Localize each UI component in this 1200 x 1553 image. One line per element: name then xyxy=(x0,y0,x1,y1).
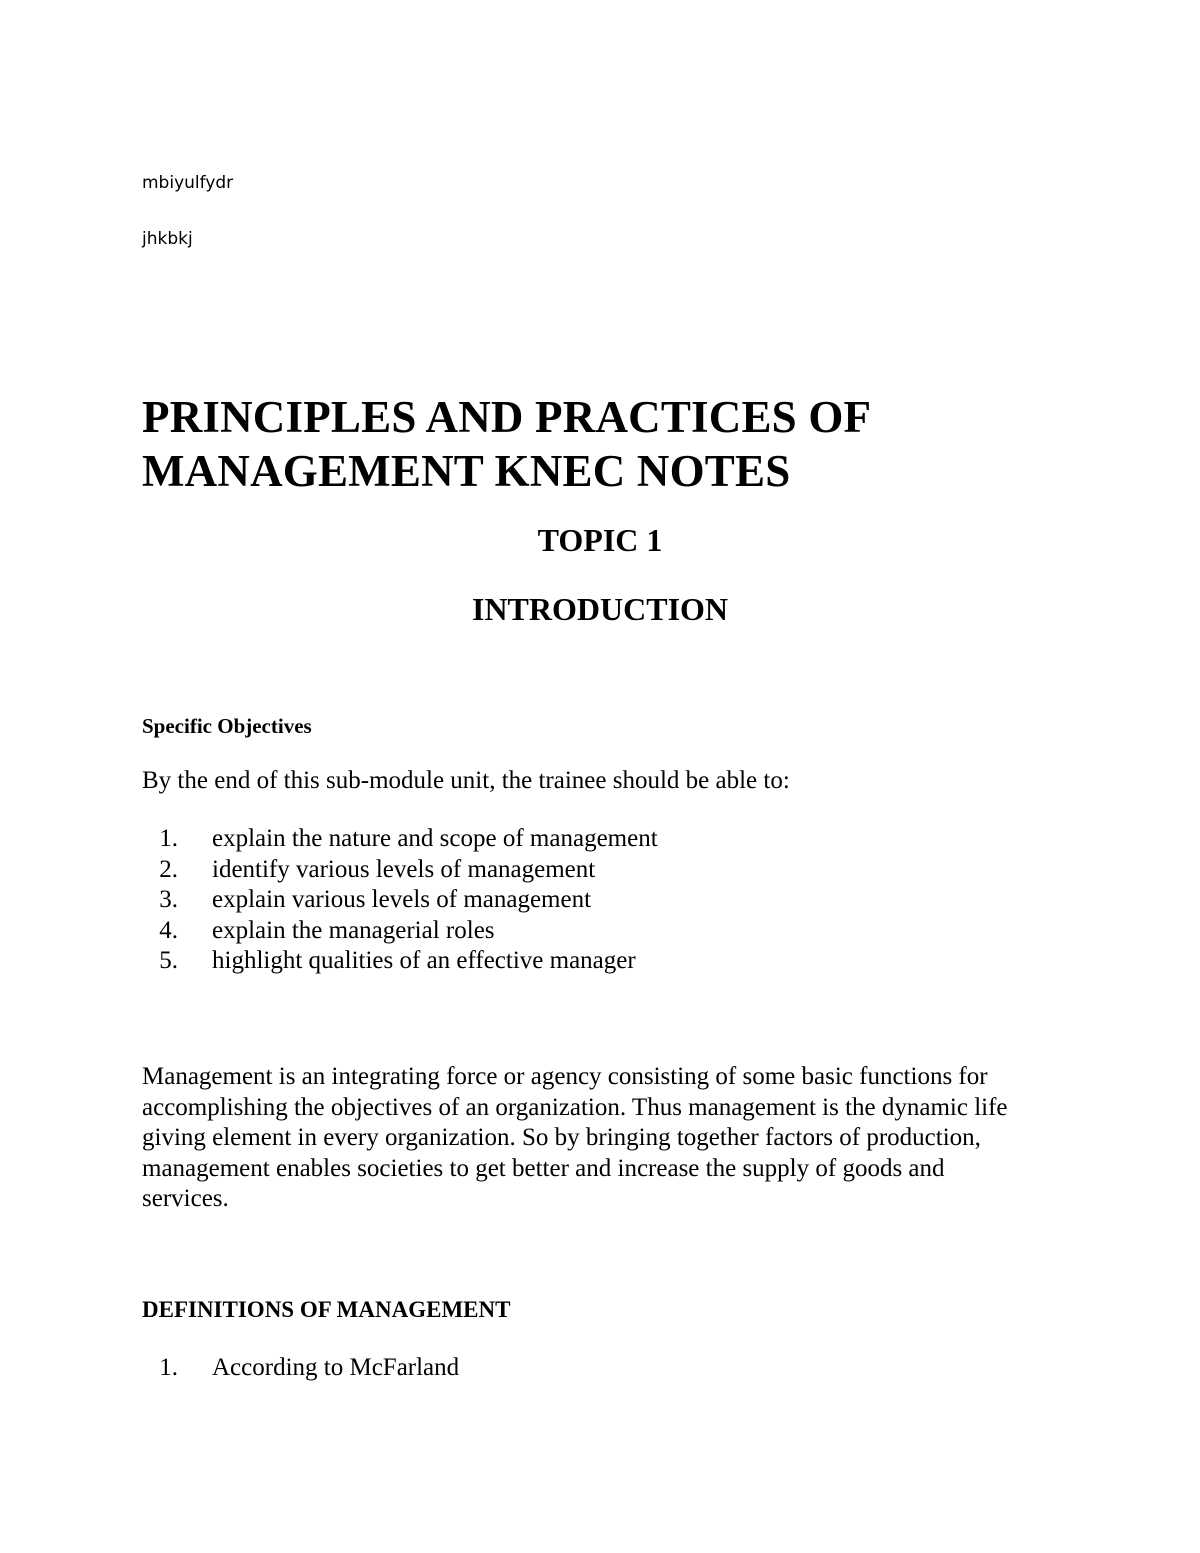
list-number: 1. xyxy=(159,825,178,852)
title-line-1: PRINCIPLES AND PRACTICES OF xyxy=(142,392,872,442)
paragraph-line: management enables societies to get better and increase the supply of goods and xyxy=(142,1154,945,1182)
list-item xyxy=(142,1354,459,1382)
list-text: According to McFarland xyxy=(212,1354,460,1381)
objectives-heading: Specific Objectives xyxy=(142,714,312,738)
list-item xyxy=(142,916,658,947)
header-line-1: mbiyulfydr xyxy=(142,173,234,193)
paragraph-line: services. xyxy=(142,1185,229,1212)
list-item xyxy=(142,885,658,916)
list-number: 4. xyxy=(159,916,178,944)
document-title xyxy=(142,390,1102,498)
definitions-heading: DEFINITIONS OF MANAGEMENT xyxy=(142,1297,511,1322)
paragraph-line: accomplishing the objectives of an organization. Thus management is the dynamic life xyxy=(142,1093,1008,1121)
objectives-intro: By the end of this sub-module unit, the trainee should be able to: xyxy=(142,767,790,794)
title-line-2: MANAGEMENT KNEC NOTES xyxy=(142,446,791,496)
list-number: 1. xyxy=(159,1354,178,1381)
list-item xyxy=(142,824,658,855)
list-text: explain various levels of management xyxy=(212,886,592,913)
list-text: explain the nature and scope of management xyxy=(212,825,658,852)
list-text: highlight qualities of an effective manager xyxy=(212,947,636,974)
definitions-list xyxy=(142,1354,459,1382)
management-paragraph xyxy=(142,1062,1072,1215)
list-text: explain the managerial roles xyxy=(212,916,495,944)
list-item xyxy=(142,946,658,977)
objectives-list xyxy=(142,824,658,977)
paragraph-line: giving element in every organization. So by bringing together factors of production, xyxy=(142,1124,981,1151)
list-item xyxy=(142,855,658,886)
topic-heading: TOPIC 1 xyxy=(537,522,663,558)
list-number: 5. xyxy=(159,947,178,974)
topic-name-heading: INTRODUCTION xyxy=(471,591,729,627)
list-text: identify various levels of management xyxy=(212,855,596,883)
list-number: 3. xyxy=(159,886,178,913)
paragraph-line: Management is an integrating force or agency consisting of some basic functions for xyxy=(142,1063,988,1090)
header-line-2: jhkbkj xyxy=(142,229,193,249)
list-number: 2. xyxy=(159,855,178,883)
